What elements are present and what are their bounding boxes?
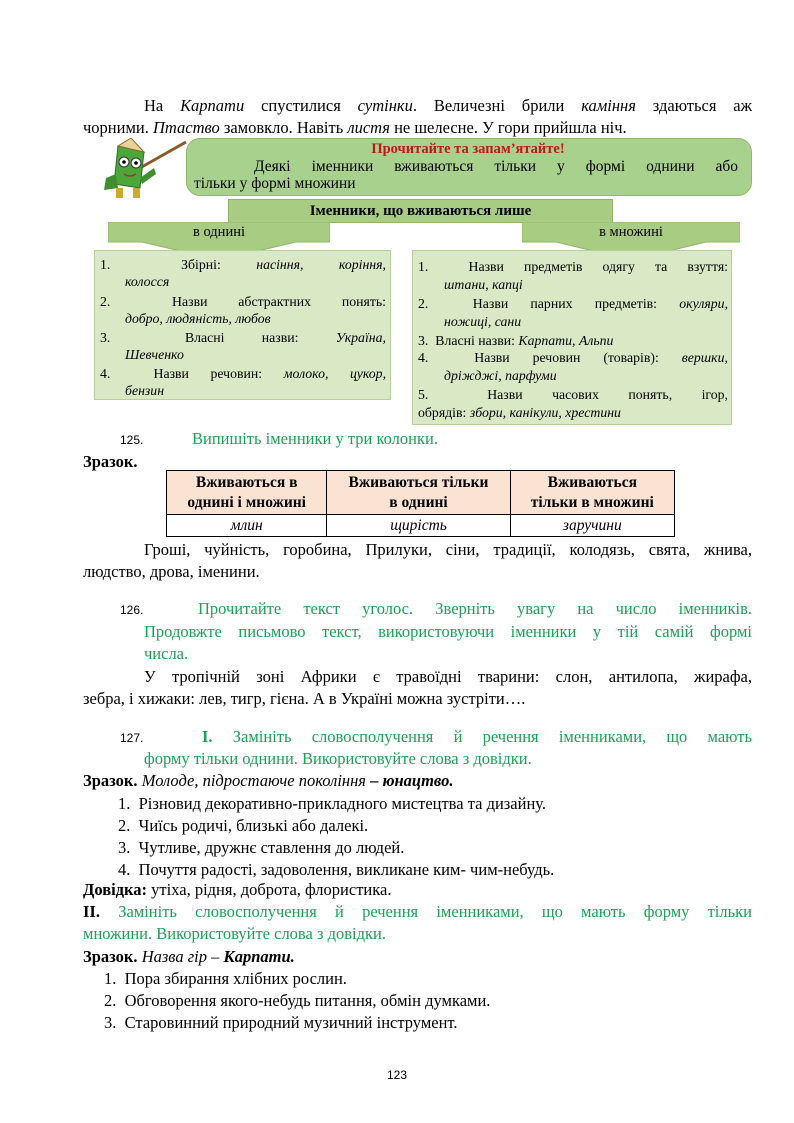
list1-item-2: 2. Чиїсь родичі, близькі або далекі. xyxy=(118,816,369,835)
pencil-teacher-icon xyxy=(100,138,188,200)
list1-item-3: 3. Чутливе, дружнє ставлення до людей. xyxy=(118,838,405,857)
ex126-text-2: зебра, і хижаки: лев, тигр, гієна. А в Україні можна зустріти…. xyxy=(83,689,526,708)
page-number: 123 xyxy=(386,1068,408,1082)
plural-item-3: 3. Власні назви: Карпати, Альпи xyxy=(418,333,614,348)
table-cell-1: млин xyxy=(167,515,327,537)
plural-item-4-cont: дріжджі, парфуми xyxy=(444,368,557,383)
singular-item-4: 4. Назви речовин: молоко, цукор, xyxy=(100,366,387,381)
table-cell-2: щирість xyxy=(327,515,510,537)
plural-item-5-cont: обрядів: збори, канікули, хрестини xyxy=(418,405,621,420)
rule-text-1: Деякі іменники вживаються тільки у формі однини або xyxy=(254,158,738,175)
plural-item-2-cont: ножиці, сани xyxy=(444,314,522,329)
plural-item-2: 2. Назви парних предметів: окуляри, xyxy=(418,296,729,311)
list1-item-1: 1. Різновид декоративно-прикладного мистецтва та дизайну. xyxy=(118,794,547,813)
singular-item-2: 2. Назви абстрактних понять: xyxy=(100,294,386,309)
list2-item-3: 3. Старовинний природний музичний інструмент. xyxy=(104,1013,458,1032)
ex126-task-2: Продовжте письмово текст, використовуючи іменники у тій самій формі xyxy=(144,622,752,641)
ex125-task: Випишіть іменники у три колонки. xyxy=(192,429,438,448)
ex126-task-1: Прочитайте текст уголос. Зверніть увагу на число іменників. xyxy=(198,599,752,618)
singular-item-1: 1. Збірні: насіння, коріння, xyxy=(100,257,387,272)
sample-table xyxy=(166,470,675,537)
ex127-number: 127. xyxy=(120,731,144,745)
singular-item-3-cont: Шевченко xyxy=(125,347,184,362)
ex127-sample1: Зразок. Молоде, підростаюче покоління – юнацтво. xyxy=(83,771,454,790)
ex125-number: 125. xyxy=(120,433,144,447)
ex127-part1-line2: форму тільки однини. Використовуйте слова з довідки. xyxy=(144,749,532,768)
intro-line-1: На Карпати спустилися сутінки. Величезні брили каміння здаються аж xyxy=(144,96,753,115)
ex126-text-1: У тропічній зоні Африки є травоїдні тварини: слон, антилопа, жирафа, xyxy=(144,667,752,686)
ex127-part1-line1: І. Замініть словосполучення й речення іменниками, що мають xyxy=(202,727,752,746)
list2-item-1: 1. Пора збирання хлібних рослин. xyxy=(104,969,347,988)
plural-item-1-cont: штани, капці xyxy=(444,277,523,292)
singular-item-2-cont: добро, людяність, любов xyxy=(125,311,271,326)
singular-item-1-cont: колосся xyxy=(125,274,170,289)
plural-item-4: 4. Назви речовин (товарів): вершки, xyxy=(418,350,728,365)
scheme-title: Іменники, що вживаються лише xyxy=(309,203,532,219)
intro-line-2: чорними. Птаство замовкло. Навіть листя не шелесне. У гори прийшла ніч. xyxy=(83,118,627,137)
list2-item-2: 2. Обговорення якого-небудь питання, обмін думками. xyxy=(104,991,491,1010)
ex125-words-2: людство, дрова, іменини. xyxy=(83,562,260,581)
ex125-words-1: Гроші, чуйність, горобина, Прилуки, сіни, традиції, колодязь, свята, жнива, xyxy=(144,540,752,559)
ex127-help: Довідка: утіха, рідня, доброта, флористика. xyxy=(83,880,392,899)
ex125-sample-label: Зразок. xyxy=(83,452,138,471)
ex127-part2-line2: множини. Використовуйте слова з довідки. xyxy=(83,924,386,943)
ex126-number: 126. xyxy=(120,603,144,617)
rule-title: Прочитайте та запам’ятайте! xyxy=(371,141,565,157)
table-header-3: Вживаються тільки в множині xyxy=(510,471,674,515)
ex126-task-3: числа. xyxy=(144,644,189,663)
rule-text-2: тільки у формі множини xyxy=(194,175,356,192)
plural-item-5: 5. Назви часових понять, ігор, xyxy=(418,387,728,402)
ex127-sample2: Зразок. Назва гір – Карпати. xyxy=(83,947,295,966)
singular-item-4-cont: бензин xyxy=(125,383,165,398)
ex127-part2-line1: ІІ. Замініть словосполучення й речення іменниками, що мають форму тільки xyxy=(83,902,752,921)
table-cell-3: заручини xyxy=(510,515,674,537)
right-label: в множині xyxy=(599,224,663,240)
table-header-2: Вживаються тільки в однині xyxy=(327,471,510,515)
plural-item-1: 1. Назви предметів одягу та взуття: xyxy=(418,259,728,274)
left-label: в однині xyxy=(193,224,245,240)
list1-item-4: 4. Почуття радості, задоволення, викликане ким- чим-небудь. xyxy=(118,860,555,879)
singular-item-3: 3. Власні назви: Україна, xyxy=(100,330,386,345)
table-header-1: Вживаються в однині і множині xyxy=(167,471,327,515)
